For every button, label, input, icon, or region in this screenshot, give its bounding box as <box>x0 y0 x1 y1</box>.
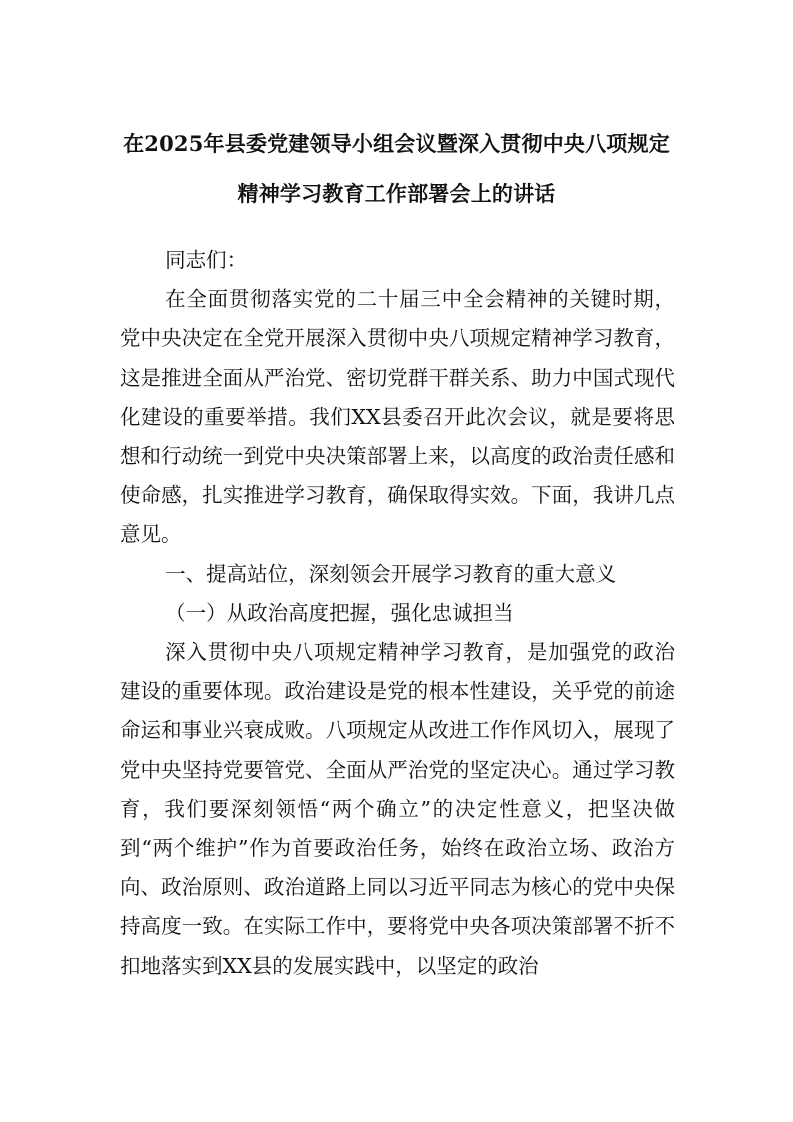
salutation: 同志们： <box>165 248 248 272</box>
section-heading-1: 一、提高站位，深刻领会开展学习教育的重大意义 <box>165 561 617 586</box>
document-title-line-2: 精神学习教育工作部署会上的讲话 <box>237 181 556 206</box>
document-body <box>120 241 675 986</box>
paragraph-political: 深入贯彻中央八项规定精神学习教育，是加强党的政治建设的重要体现。政治建设是党的根本性建设，关乎党的前途命运和事业兴衰成败。八项规定从改进工作作风切入，展现了党中央坚持党要管党、全面从严治党的坚定决心。通过学习教育，我们要深刻领悟“两个确立”的决定性意义，把坚决做到“两个维护”作为首要政治任务，始终在政治立场、政治方向、政治原则、政治道路上同以习近平同志为核心的党中央保持高度一致。在实际工作中，要将党中央各项决策部署不折不扣地落实到XX县的发展实践中，以坚定的政治 <box>120 640 675 978</box>
document-title-line-1: 在2025年县委党建领导小组会议暨深入贯彻中央八项规定 <box>123 131 670 156</box>
subsection-heading-1: （一）从政治高度把握，强化忠诚担当 <box>165 600 514 625</box>
paragraph-intro: 在全面贯彻落实党的二十届三中全会精神的关键时期，党中央决定在全党开展深入贯彻中央八项规定精神学习教育，这是推进全面从严治党、密切党群干群关系、助力中国式现代化建设的重要举措。我们XX县委召开此次会议，就是要将思想和行动统一到党中央决策部署上来，以高度的政治责任感和使命感，扎实推进学习教育，确保取得实效。下面，我讲几点意见。 <box>120 287 675 547</box>
